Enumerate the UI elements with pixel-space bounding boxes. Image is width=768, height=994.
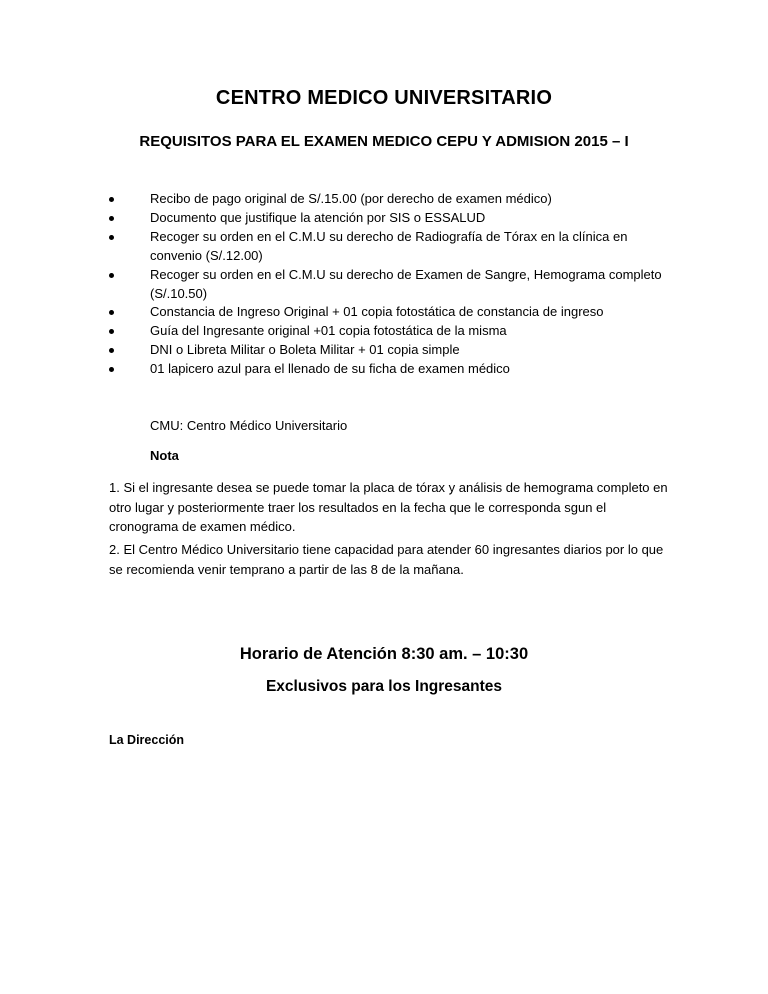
- bullet-icon: [109, 197, 114, 202]
- exclusive-heading: Exclusivos para los Ingresantes: [265, 678, 503, 695]
- list-item: [109, 209, 669, 228]
- bullet-icon: [109, 329, 114, 334]
- requirement-text: 01 lapicero azul para el llenado de su ficha de examen médico: [150, 361, 510, 377]
- requirement-text: Guía del Ingresante original +01 copia fotostática de la misma: [150, 323, 507, 339]
- list-item: [109, 266, 669, 304]
- bullet-icon: [109, 273, 114, 278]
- bullet-icon: [109, 235, 114, 240]
- requirements-list: [109, 190, 669, 379]
- list-item: [109, 190, 669, 209]
- bullet-icon: [109, 348, 114, 353]
- requirement-text: Recibo de pago original de S/.15.00 (por derecho de examen médico): [150, 191, 552, 206]
- list-item: [109, 228, 669, 266]
- requirement-text: Constancia de Ingreso Original + 01 copia fotostática de constancia de ingreso: [150, 304, 604, 320]
- requirement-text: DNI o Libreta Militar o Boleta Militar + 01 copia simple: [150, 342, 460, 358]
- requirement-text: Recoger su orden en el C.M.U su derecho de Examen de Sangre, Hemograma completo (S/.10.50): [150, 266, 662, 301]
- abbreviation-note: CMU: Centro Médico Universitario: [150, 418, 348, 433]
- bullet-icon: [109, 310, 114, 315]
- schedule-heading: Horario de Atención 8:30 am. – 10:30: [239, 645, 529, 663]
- list-item: [109, 341, 669, 360]
- bullet-icon: [109, 367, 114, 372]
- document-subtitle: REQUISITOS PARA EL EXAMEN MEDICO CEPU Y ADMISION 2015 – I: [139, 133, 629, 150]
- note-paragraph-2: 2. El Centro Médico Universitario tiene capacidad para atender 60 ingresantes diarios por lo que se recomienda venir temprano a partir de las 8 de la mañana.: [109, 542, 664, 577]
- bullet-icon: [109, 216, 114, 221]
- document-title: CENTRO MEDICO UNIVERSITARIO: [215, 87, 553, 109]
- note-paragraph-1: 1. Si el ingresante desea se puede tomar la placa de tórax y análisis de hemograma completo en otro lugar y posteriormente traer los resultados en la fecha que le corresponda sgun el cronograma de examen médico.: [109, 480, 668, 534]
- nota-heading: Nota: [150, 448, 179, 463]
- requirement-text: Documento que justifique la atención por SIS o ESSALUD: [150, 209, 486, 225]
- requirement-text: Recoger su orden en el C.M.U su derecho de Radiografía de Tórax en la clínica en convenio (S/.12.00): [150, 228, 628, 263]
- list-item: [109, 360, 669, 379]
- list-item: [109, 322, 669, 341]
- signature: La Dirección: [109, 733, 185, 747]
- list-item: [109, 303, 669, 322]
